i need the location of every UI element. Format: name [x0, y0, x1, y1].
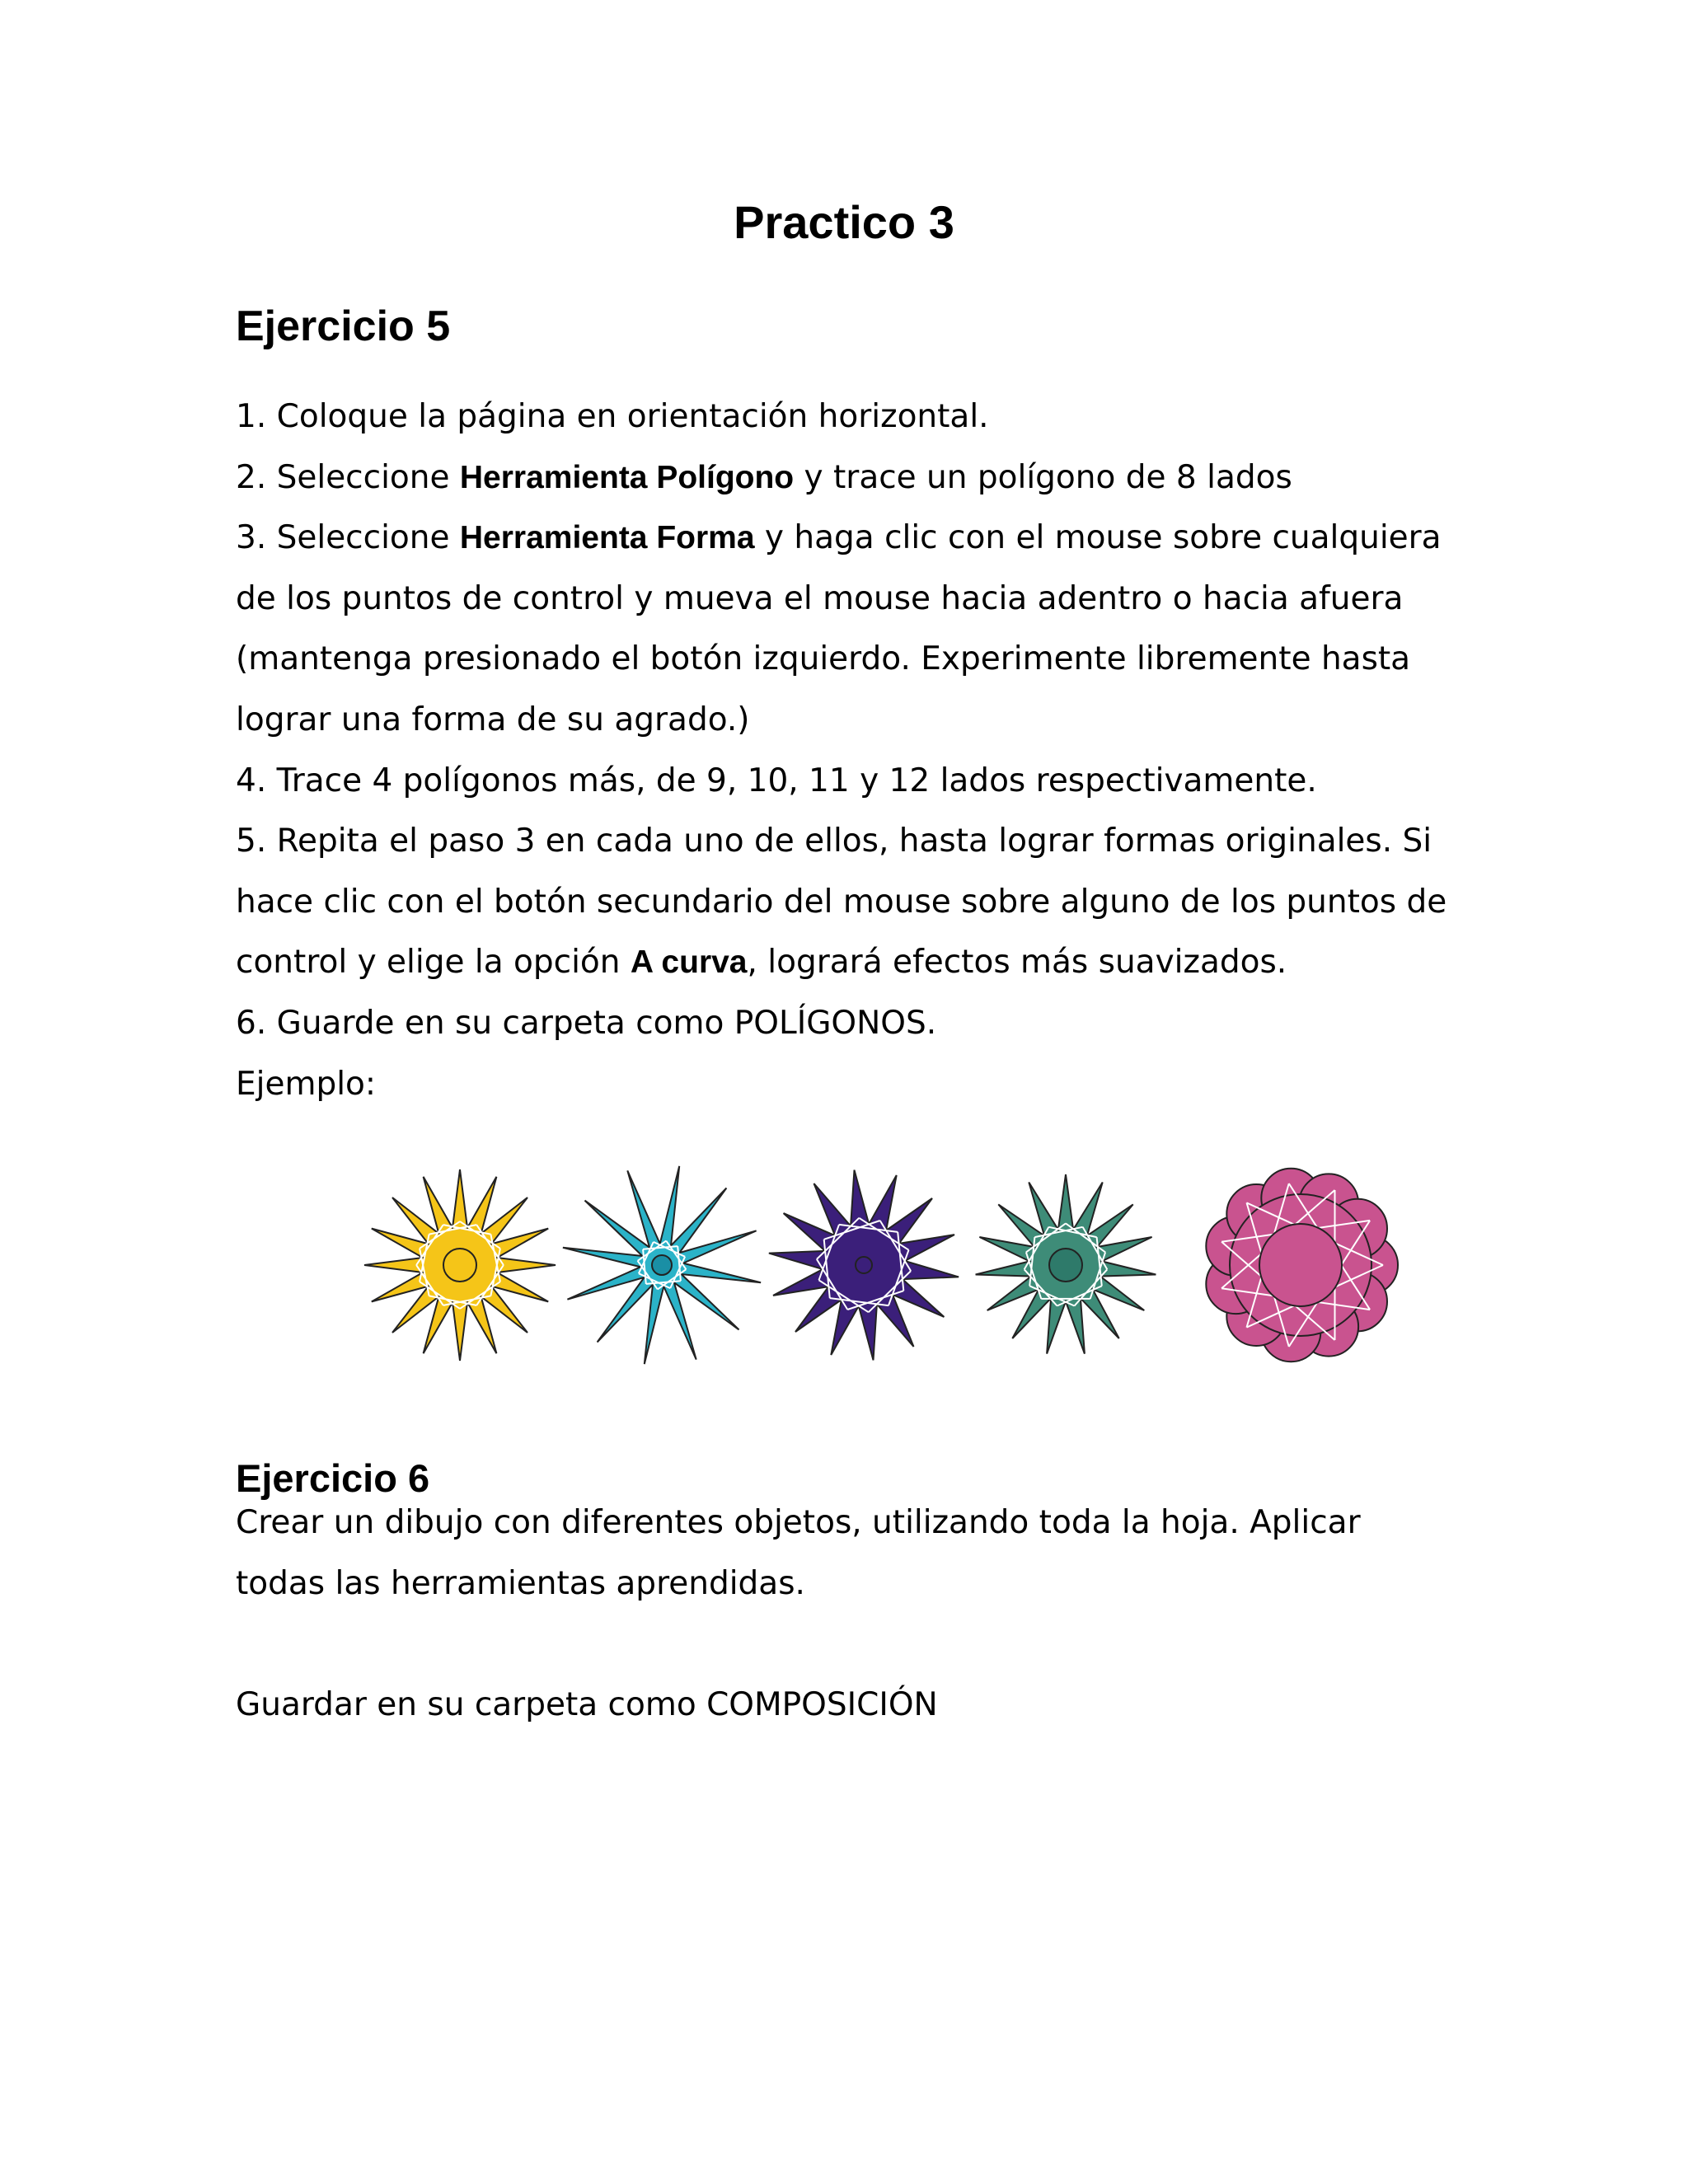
exercise-5-steps: [236, 387, 1497, 1114]
figure-center: [1049, 1249, 1082, 1282]
yellow-star-figure: [353, 1154, 567, 1376]
step-line: hace clic con el botón secundario del mouse sobre alguno de los puntos de: [236, 883, 1447, 921]
step-line: 3. Seleccione Herramienta Forma y haga clic con el mouse sobre cualquiera: [236, 519, 1442, 557]
teal-star-figure: [555, 1154, 769, 1376]
step-line: 2. Seleccione Herramienta Polígono y trace un polígono de 8 lados: [236, 458, 1292, 496]
exercise-6-heading: Ejercicio 6: [236, 1456, 430, 1500]
purple-star-figure: [757, 1154, 971, 1376]
step-line: de los puntos de control y mueva el mouse hacia adentro o hacia afuera: [236, 579, 1404, 617]
step-line: (mantenga presionado el botón izquierdo. Experimente libremente hasta: [236, 640, 1411, 678]
step-line: 4. Trace 4 polígonos más, de 9, 10, 11 y 12 lados respectivamente.: [236, 762, 1317, 799]
exercise-6-text: [236, 1493, 1497, 1614]
page-title: Practico 3: [734, 196, 954, 248]
step-line: control y elige la opción A curva, logrará efectos más suavizados.: [236, 944, 1287, 982]
save-instruction: Guardar en su carpeta como COMPOSICIÓN: [236, 1686, 938, 1723]
option-name: A curva: [630, 944, 748, 981]
figure-center: [652, 1255, 672, 1275]
figure-center: [856, 1257, 872, 1273]
example-figures: [353, 1154, 1408, 1376]
step-line: 1. Coloque la página en orientación horizontal.: [236, 398, 989, 435]
tool-name: Herramienta Forma: [459, 520, 755, 556]
figure-center: [443, 1249, 476, 1282]
step-line: 6. Guarde en su carpeta como POLÍGONOS.: [236, 1004, 937, 1042]
exercise-6-line: todas las herramientas aprendidas.: [236, 1564, 805, 1602]
step-line: lograr una forma de su agrado.): [236, 701, 750, 738]
step-line: 5. Repita el paso 3 en cada uno de ellos, hasta lograr formas originales. Si: [236, 823, 1432, 860]
pink-flower-figure: [1193, 1154, 1408, 1376]
tool-name: Herramienta Polígono: [459, 459, 795, 495]
example-label: Ejemplo:: [236, 1065, 377, 1103]
exercise-5-heading: Ejercicio 5: [236, 302, 451, 350]
figure-center: [1259, 1224, 1342, 1306]
green-star-figure: [959, 1154, 1173, 1376]
exercise-6-line: Crear un dibujo con diferentes objetos, utilizando toda la hoja. Aplicar: [236, 1504, 1361, 1541]
